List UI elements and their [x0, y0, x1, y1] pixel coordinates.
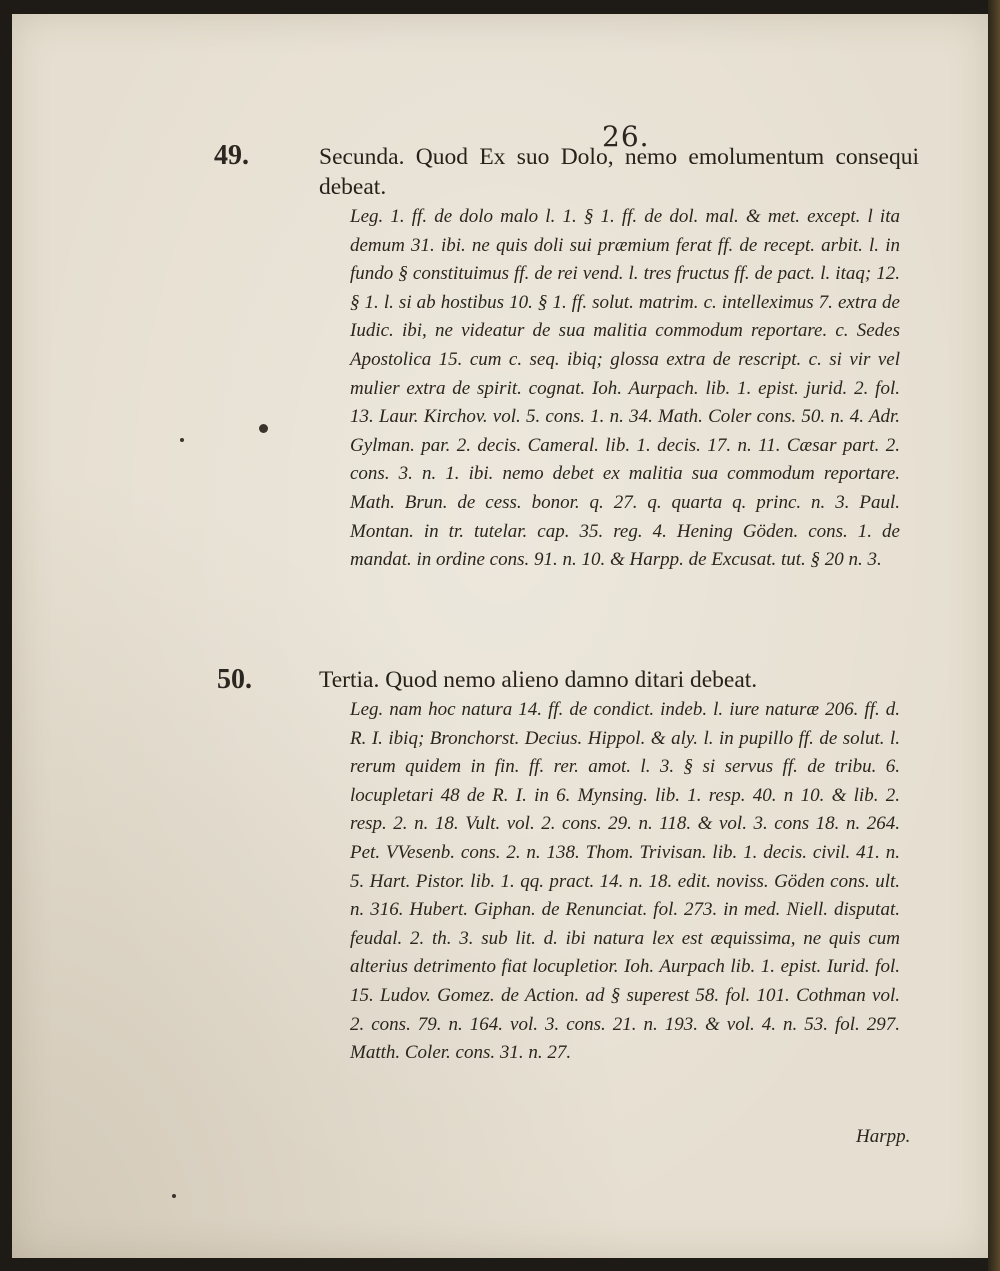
section-citations-50: Leg. nam hoc natura 14. ff. de condict. indeb. l. iure naturæ 206. ff. d. R. I. ibiq; Bronchorst. Decius. Hippol. & aly. l. in pupillo ff. de solut. l. rerum quidem in fin. ff. rer. amot. l. 3. § si servus ff. de tribu. 6. locupletari 48 de R. I. in 6. Mynsing. lib. 1. resp. 40. n 10. & lib. 2. resp. 2. n. 18. Vult. vol. 2. cons. 29. n. 118. & vol. 3. cons 18. n. 264. Pet. VVesenb. cons. 2. n. 138. Thom. Trivisan. lib. 1. decis. civil. 41. n. 5. Hart. Pistor. lib. 1. qq. pract. 14. n. 18. edit. noviss. Göden cons. ult. n. 316. Hubert. Giphan. de Renunciat. fol. 273. in med. Niell. disputat. feudal. 2. th. 3. sub lit. d. ibi natura lex est æquissima, ne quis cum alterius detrimento fiat locupletior. Ioh. Aurpach lib. 1. epist. Iurid. fol. 15. Ludov. Gomez. de Action. ad § superest 58. fol. 101. Cothman vol. 2. cons. 79. n. 164. vol. 3. cons. 21. n. 193. & vol. 4. n. 53. fol. 297. Matth. Coler. cons. 31. n. 27. — [350, 699, 900, 1064]
ink-speck — [180, 438, 184, 442]
section-heading-49: Secunda. Quod Ex suo Dolo, nemo emolumentum consequi debeat. — [319, 144, 919, 200]
section-number-50: 50. — [217, 664, 252, 695]
section-heading-50: Tertia. Quod nemo alieno damno ditari debeat. — [319, 667, 758, 693]
paper-sheet — [12, 14, 988, 1258]
page-number: 26. — [602, 120, 650, 153]
ink-speck — [259, 424, 268, 433]
section-citations-49: Leg. 1. ff. de dolo malo l. 1. § 1. ff. de dol. mal. & met. except. l ita demum 31. ibi. ne quis doli sui præmium ferat ff. de recept. arbit. l. in fundo § constituimus ff. de rei vend. l. tres fructus ff. de pact. l. itaq; 12. § 1. l. si ab hostibus 10. § 1. ff. solut. matrim. c. intelleximus 7. extra de Iudic. ibi, ne videatur de sua malitia commodum reportare. c. Sedes Apostolica 15. cum c. seq. ibiq; glossa extra de rescript. c. si vir vel mulier extra de spirit. cognat. Ioh. Aurpach. lib. 1. epist. jurid. 2. fol. 13. Laur. Kirchov. vol. 5. cons. 1. n. 34. Math. Coler cons. 50. n. 4. Adr. Gylman. par. 2. decis. Cameral. lib. 1. decis. 17. n. 11. Cæsar part. 2. cons. 3. n. 1. ibi. nemo debet ex malitia sua commodum reportare. Math. Brun. de cess. bonor. q. 27. q. quarta q. princ. n. 3. Paul. Montan. in tr. tutelar. cap. 35. reg. 4. Hening Göden. cons. 1. de mandat. in ordine cons. 91. n. 10. & Harpp. de Excusat. tut. § 20 n. 3. — [350, 206, 900, 571]
catchword: Harpp. — [856, 1126, 911, 1147]
section-number-49: 49. — [214, 140, 249, 171]
ink-speck — [172, 1194, 176, 1198]
book-edge — [988, 0, 1000, 1271]
